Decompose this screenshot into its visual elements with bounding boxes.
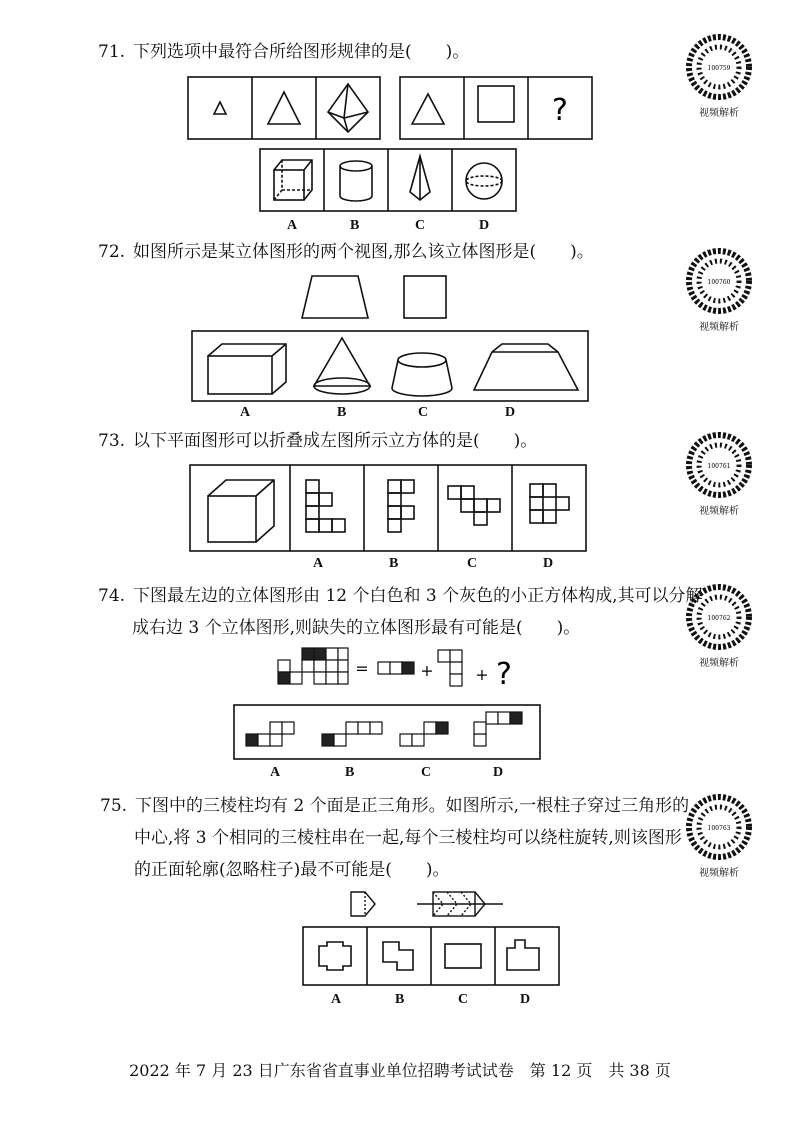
qr-code-icon [688,36,750,98]
qr-code-75[interactable] [686,796,752,879]
question-73 [98,425,537,457]
qr-code-number: 100763 [707,825,731,832]
qr-caption: 视频解析 [699,868,739,879]
q73-option-d-label: D [543,556,554,571]
question-number: 73. [98,431,126,451]
q71-figure-sequence [188,76,588,142]
q73-option-c-label: C [467,556,478,571]
plus-sign-1: + [420,661,434,680]
question-72 [98,236,594,268]
qr-code-icon [688,796,750,858]
q74-option-c-label: C [421,765,432,780]
q74-options-box [234,704,544,762]
qr-caption: 视频解析 [699,506,739,517]
qr-code-number: 100761 [707,463,731,470]
q72-option-b-label: B [337,405,347,420]
q72-option-a-label: A [240,405,251,420]
q71-option-b-label: B [350,218,360,233]
question-number: 72. [98,242,126,262]
qr-code-74[interactable] [686,586,752,669]
question-number: 74. [98,586,126,606]
question-text-line-1: 下图最左边的立体图形由 12 个白色和 3 个灰色的小正方体构成,其可以分解 [133,586,703,606]
question-text: 如图所示是某立体图形的两个视图,那么该立体图形是( )。 [133,242,594,262]
question-75-line-3: 的正面轮廓(忽略柱子)最不可能是( )。 [134,860,450,880]
q74-option-a-label: A [270,765,281,780]
qr-code-icon [688,250,750,312]
question-74 [98,580,703,612]
qr-code-icon [688,434,750,496]
question-number: 75. [100,796,128,816]
question-text: 下列选项中最符合所给图形规律的是( )。 [133,42,470,62]
question-74-line-2: 成右边 3 个立体图形,则缺失的立体图形最有可能是( )。 [132,618,581,638]
q71-option-d-label: D [479,218,490,233]
q71-option-c-label: C [415,218,426,233]
q71-options-box [260,148,520,214]
question-mark: ? [552,93,568,128]
page-footer: 2022 年 7 月 23 日广东省省直事业单位招聘考试试卷 第 12 页 共 38 页 [129,1061,671,1080]
q72-options-box [192,330,592,404]
question-71 [98,36,469,68]
q73-option-b-label: B [389,556,399,571]
question-text-line-1: 下图中的三棱柱均有 2 个面是正三角形。如图所示,一根柱子穿过三角形的 [135,796,690,816]
q75-options-box [303,926,563,988]
question-mark: ? [496,657,512,692]
q74-decomposition [272,640,522,698]
q72-option-d-label: D [505,405,516,420]
equals-sign: = [355,659,369,678]
q72-views [300,274,460,324]
qr-code-71[interactable] [686,36,752,119]
question-number: 71. [98,42,126,62]
q75-option-c-label: C [458,992,469,1007]
q73-option-a-label: A [313,556,324,571]
q74-option-d-label: D [493,765,504,780]
qr-caption: 视频解析 [699,658,739,669]
q75-option-d-label: D [520,992,531,1007]
q73-options-box [190,464,590,554]
q74-option-b-label: B [345,765,355,780]
qr-code-72[interactable] [686,250,752,333]
qr-code-number: 100762 [707,615,731,622]
question-75-line-2: 中心,将 3 个相同的三棱柱串在一起,每个三棱柱均可以绕柱旋转,则该图形 [134,828,682,848]
q75-option-b-label: B [395,992,405,1007]
qr-caption: 视频解析 [699,322,739,333]
qr-code-number: 100759 [707,65,731,72]
question-75 [100,790,689,822]
question-text: 以下平面图形可以折叠成左图所示立方体的是( )。 [133,431,538,451]
qr-caption: 视频解析 [699,108,739,119]
qr-code-icon [688,586,750,648]
qr-code-number: 100760 [707,279,731,286]
q72-option-c-label: C [418,405,429,420]
q75-prisms [345,888,505,922]
qr-code-73[interactable] [686,434,752,517]
q75-option-a-label: A [331,992,342,1007]
plus-sign-2: + [475,665,489,684]
q71-option-a-label: A [287,218,298,233]
